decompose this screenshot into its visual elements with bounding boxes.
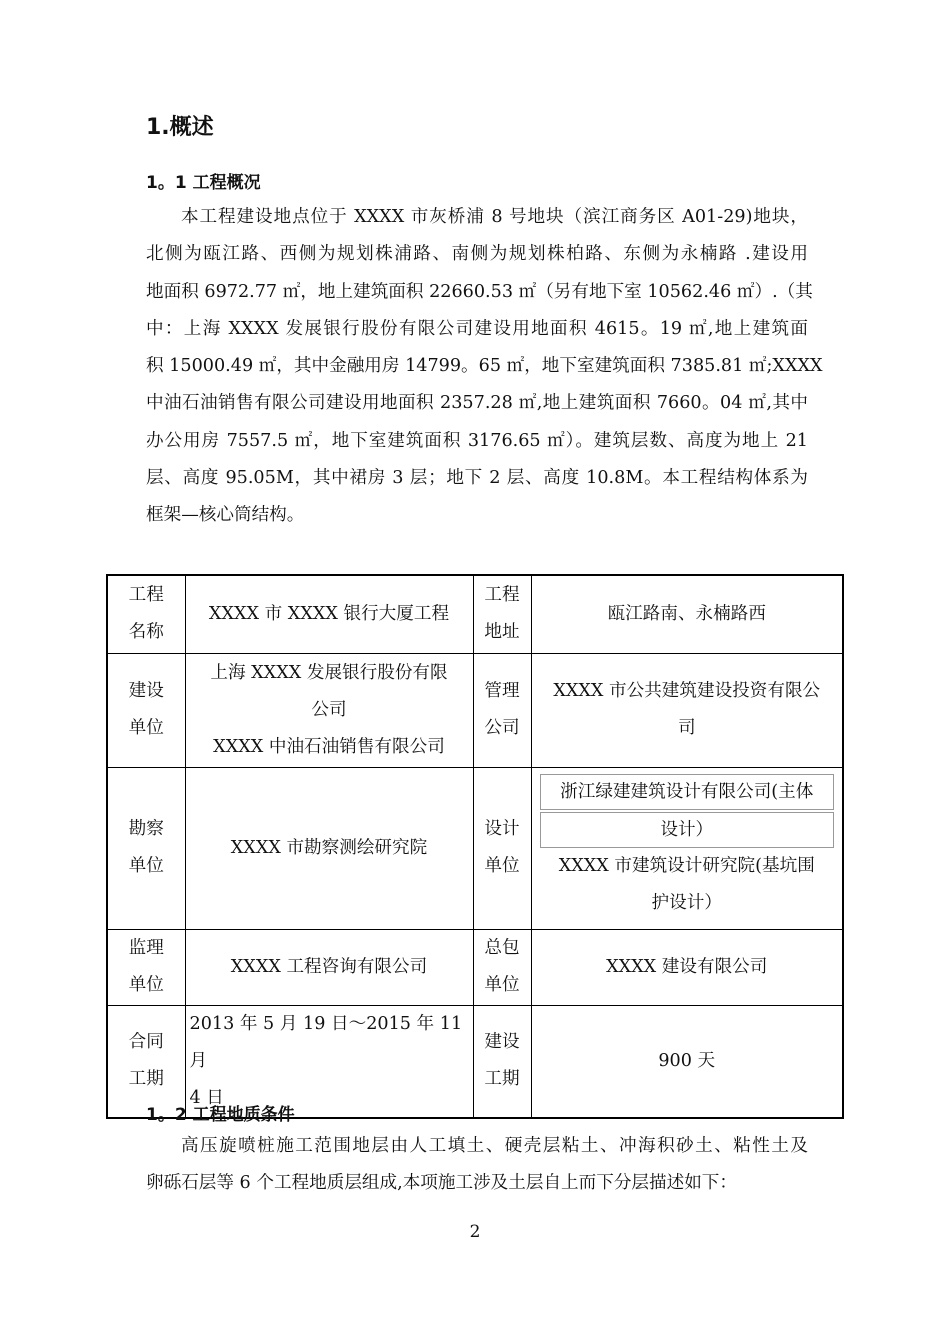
table-row [107, 929, 843, 1005]
para-line: 卵砾石层等 6 个工程地质层组成,本项施工涉及土层自上而下分层描述如下： [146, 1173, 737, 1194]
section-heading-1-2: 1。2 工程地质条件 [146, 1105, 295, 1125]
supervision-unit-value: XXXX 工程咨询有限公司 [185, 929, 473, 1005]
para-line: 框架—核心筒结构。 [146, 505, 305, 526]
table-label-cell: 工程 地址 [473, 575, 531, 653]
table-row [107, 767, 843, 929]
project-info-table [106, 574, 844, 1119]
para-line: 北侧为瓯江路、西侧为规划株浦路、南侧为规划株柏路、东侧为永楠路 .建设用 [146, 244, 808, 265]
para-line: 办公用房 7557.5 ㎡，地下室建筑面积 3176.65 ㎡）。建筑层数、高度为地上 21 [146, 430, 808, 451]
project-address-value: 瓯江路南、永楠路西 [531, 575, 843, 653]
table-label-cell: 建设 工期 [473, 1005, 531, 1118]
table-row [107, 575, 843, 653]
table-label-cell: 设计 单位 [473, 767, 531, 929]
survey-unit-value: XXXX 市勘察测绘研究院 [185, 767, 473, 929]
chapter-heading: 1.概述 [146, 115, 214, 140]
table-label-cell: 合同 工期 [107, 1005, 185, 1118]
project-name-value: XXXX 市 XXXX 银行大厦工程 [185, 575, 473, 653]
para-line: 中油石油销售有限公司建设用地面积 2357.28 ㎡,地上建筑面积 7660。04 ㎡,其中 [146, 393, 808, 414]
para-line: 中：上海 XXXX 发展银行股份有限公司建设用地面积 4615。19 ㎡,地上建筑面 [146, 318, 808, 339]
table-label-cell: 总包 单位 [473, 929, 531, 1005]
general-contractor-value: XXXX 建设有限公司 [531, 929, 843, 1005]
para-line: 本工程建设地点位于 XXXX 市灰桥浦 8 号地块（滨江商务区 A01-29)地块， [181, 207, 808, 227]
design-unit-value: 浙江绿建建筑设计有限公司(主体 设计） XXXX 市建筑设计研究院(基坑围 护设计） [531, 767, 843, 929]
section-1-2-paragraph [146, 1128, 808, 1203]
construction-unit-value: 上海 XXXX 发展银行股份有限 公司 XXXX 中油石油销售有限公司 [185, 653, 473, 767]
section-heading-1-1: 1。1 工程概况 [146, 173, 261, 193]
section-1-1-paragraph [146, 199, 823, 535]
table-label-cell: 勘察 单位 [107, 767, 185, 929]
design-unit-main: 浙江绿建建筑设计有限公司(主体 [540, 774, 835, 810]
construction-period-value: 900 天 [531, 1005, 843, 1118]
management-company-value: XXXX 市公共建筑建设投资有限公 司 [531, 653, 843, 767]
table-label-cell: 管理 公司 [473, 653, 531, 767]
table-label-cell: 工程 名称 [107, 575, 185, 653]
para-line: 积 15000.49 ㎡，其中金融用房 14799。65 ㎡，地下室建筑面积 7385.81 ㎡;XXXX [146, 356, 823, 377]
table-label-cell: 建设 单位 [107, 653, 185, 767]
contract-period-value: 2013 年 5 月 19 日～2015 年 11 月 4 日 [185, 1005, 473, 1118]
table-label-cell: 监理 单位 [107, 929, 185, 1005]
para-line: 高压旋喷桩施工范围地层由人工填土、硬壳层粘土、冲海积砂土、粘性土及 [181, 1136, 808, 1156]
para-line: 地面积 6972.77 ㎡，地上建筑面积 22660.53 ㎡（另有地下室 10562.46 ㎡）.（其 [146, 281, 813, 302]
table-row [107, 653, 843, 767]
page-number: 2 [469, 1222, 481, 1242]
design-unit-main-cont: 设计） [540, 812, 835, 848]
para-line: 层、高度 95.05M，其中裙房 3 层；地下 2 层、高度 10.8M。本工程结构体系为 [146, 468, 808, 489]
